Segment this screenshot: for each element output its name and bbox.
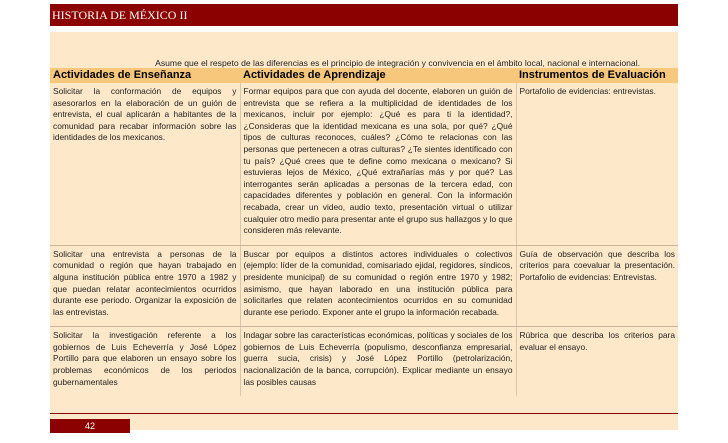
evaluation-cell: Portafolio de evidencias: entrevistas. xyxy=(516,83,678,245)
table-row xyxy=(50,245,678,327)
document-header xyxy=(50,4,678,26)
table-row xyxy=(50,327,678,396)
learning-cell: Formar equipos para que con ayuda del docente, elaboren un guión de entrevista que se refiera a la multiplicidad de identidades de los mexicanos, incluir por ejemplo: ¿Qué es para ti la identidad?, ¿Consideras que la identidad mexicana es una sola, por qué? ¿Qué tipos de culturas reconoces, cuáles? ¿Cómo te relacionas con las personas que pertenecen a otras culturas? ¿Te sientes identificado con tu país? ¿Qué crees que te define como mexicana o mexicano? Si estuvieras lejos de México, ¿Qué extrañarías más y por qué? Las interrogantes serán aplicadas a personas de la tercera edad, con capacidades diferentes y población en general. Con la información recabada, crear un video, audio texto, presentación virtual o utilizar cualquier otro medio para presentar ante el grupo sus hallazgos y lo que consideren más relevante. xyxy=(240,83,516,245)
header-title: HISTORIA DE MÉXICO II xyxy=(52,8,188,22)
competency-note: Asume que el respeto de las diferencias es el principio de integración y convivencia en el ámbito local, nacional e internacional. xyxy=(155,58,640,68)
table-header-row xyxy=(50,68,678,83)
page-number: 42 xyxy=(50,419,130,433)
activities-table xyxy=(50,68,678,396)
teaching-cell: Solicitar la investigación referente a los gobiernos de Luis Echeverría y José López Portillo para que elaboren un ensayo sobre los problemas económicos de los periodos gubernamentales xyxy=(50,327,240,396)
footer-rule xyxy=(50,413,678,414)
header-teaching-activities: Actividades de Enseñanza xyxy=(50,68,240,83)
teaching-cell: Solicitar una entrevista a personas de la comunidad o región que hayan trabajado en alguna institución pública entre 1970 a 1982 y que puedan relatar acontecimientos ocurridos durante ese periodo. Organizar la exposición de las entrevistas. xyxy=(50,245,240,327)
evaluation-cell: Rúbrica que describa los criterios para evaluar el ensayo. xyxy=(519,330,675,352)
header-evaluation-instruments: Instrumentos de Evaluación xyxy=(516,68,678,83)
learning-cell: Buscar por equipos a distintos actores individuales o colectivos (ejemplo: líder de la comunidad, comisariado ejidal, regidores, síndicos, presidente municipal) de su comunidad o región entre 1970 y 1982; asimismo, que hayan laborado en una institución pública para solicitarles que relaten acontecimientos ocurridos en su comunidad durante ese periodo. Exponer ante el grupo la información recabada. xyxy=(240,245,516,327)
header-learning-activities: Actividades de Aprendizaje xyxy=(240,68,516,83)
teaching-cell: Solicitar la conformación de equipos y asesorarlos en la elaboración de un guión de entrevista, el cual aplicarán a habitantes de la comunidad para recabar información sobre las identidades de los mexicanos. xyxy=(50,83,240,245)
table-row xyxy=(50,83,678,245)
learning-cell: Indagar sobre las características económicas, políticas y sociales de los gobiernos de Luis Echeverría (populismo, desconfianza empresarial, guerra sucia, crisis) y José López Portillo (petrolarización, nacionalización de la banca, corrupción). Explicar mediante un ensayo las posibles causas xyxy=(240,327,516,396)
evaluation-cell: Guía de observación que describa los criterios para coevaluar la presentación. Portafolio de evidencias: Entrevistas. xyxy=(516,245,678,327)
